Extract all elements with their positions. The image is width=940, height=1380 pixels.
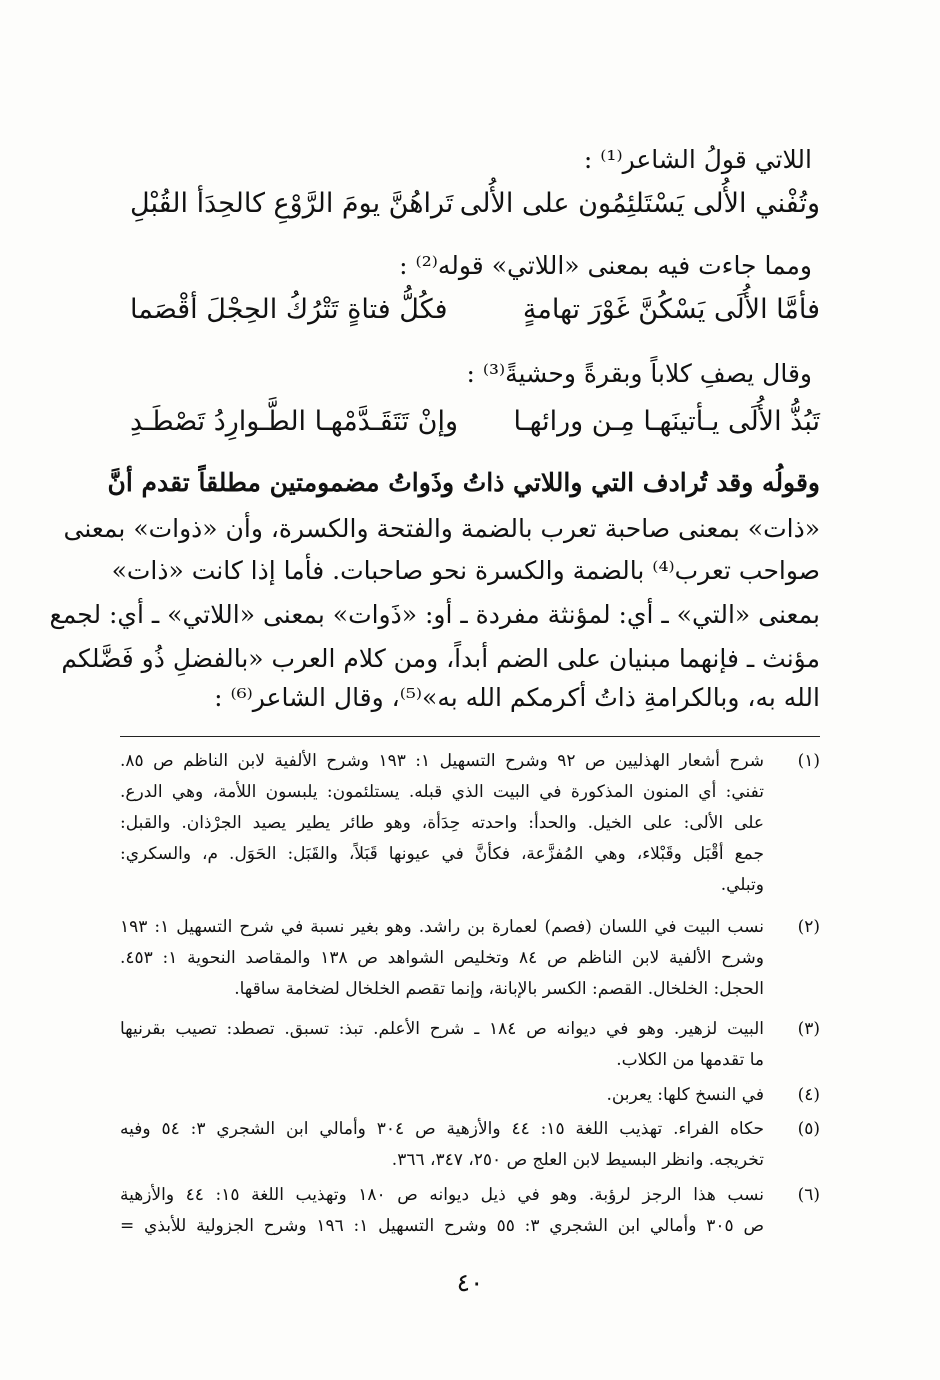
paragraph-line-2: «ذات» بمعنى صاحبة تعرب بالضمة والفتحة والكسرة، وأن «ذوات» بمعنى bbox=[63, 514, 820, 543]
footnote-line: ما تقدمها من الكلاب. bbox=[616, 1050, 764, 1070]
footnote-number: (١) bbox=[797, 751, 820, 771]
footnote-number: (٢) bbox=[797, 917, 820, 937]
footnote-line: الحجل: الخلخال. القصم: الكسر بالإبانة، وإنما تقصم الخلخال لضخامة ساقها. bbox=[234, 979, 764, 999]
footnote-5 bbox=[120, 1114, 820, 1176]
paragraph-line-3: صواحب تعرب⁽⁴⁾ بالضمة والكسرة نحو صاحبات. فأما إذا كانت «ذات» bbox=[111, 556, 820, 585]
footnote-line: حكاه الفراء. تهذيب اللغة ١٥: ٤٤ والأزهية ص ٣٠٤ وأمالي ابن الشجري ٣: ٥٤ وفيه bbox=[120, 1119, 764, 1139]
footnote-number: (٦) bbox=[797, 1185, 820, 1205]
footnote-line: شرح أشعار الهذليين ص ٩٢ وشرح التسهيل ١: ١٩٣ وشرح الألفية لابن الناظم ص ٨٥. bbox=[120, 751, 764, 771]
footnote-line: تفني: أي المنون المذكورة في البيت الذي قبله. يستلئمون: يلبسون اللأمة، وهي الدرع. bbox=[120, 782, 764, 802]
footnote-line: ص ٣٠٥ وأمالي ابن الشجري ٣: ٥٥ وشرح التسهيل ١: ١٩٦ وشرح الجزولية للأبذي = bbox=[120, 1216, 765, 1236]
verse-1-second-hemistich: تَراهُنَّ يومَ الرَّوْعِ كالحِدَأ القُبْلِ bbox=[130, 188, 454, 219]
footnote-line: على الألى: على الخيل. والحدأ: واحدته حِدَأة، وهو طائر يطير يصيد الجرْذان. والقبل: bbox=[120, 813, 764, 833]
verse-1-first-hemistich: وتُفْني الأُلى يَسْتَلئِمُون على الأُلى bbox=[459, 188, 820, 219]
footnote-number: (٣) bbox=[797, 1019, 820, 1039]
footnote-3 bbox=[120, 1014, 820, 1076]
footnote-separator bbox=[120, 736, 820, 737]
verse-3-intro: وقال يصفِ كلاباً وبقرةً وحشيةً⁽³⁾ : bbox=[466, 359, 812, 388]
verse-2-first-hemistich: فأمَّا الأُلَى يَسْكُنَّ غَوْرَ تهامةٍ bbox=[522, 294, 820, 325]
footnote-number: (٤) bbox=[797, 1085, 820, 1105]
verse-3-second-hemistich: وإنْ تَتَقَـدَّمْهـا الطَّـوارِدُ تَصْطَـدِ bbox=[130, 406, 459, 437]
verse-1 bbox=[130, 188, 820, 238]
footnote-line: نسب البيت في اللسان (فصم) لعمارة بن راشد. وهو بغير نسبة في شرح التسهيل ١: ١٩٣ bbox=[120, 917, 764, 937]
verse-2 bbox=[130, 294, 820, 344]
paragraph-line-4: بمعنى «التي» ـ أي: لمؤنثة مفردة ـ أو: «ذَوات» بمعنى «اللاتي» ـ أي: لجمع bbox=[49, 600, 820, 629]
footnote-line: نسب هذا الرجز لرؤبة. وهو في ذيل ديوانه ص ١٨٠ وتهذيب اللغة ١٥: ٤٤ والأزهية bbox=[120, 1185, 764, 1205]
footnote-2 bbox=[120, 912, 820, 1005]
footnote-line: تخريجه. وانظر البسيط لابن العلج ص ٢٥٠، ٣٤٧، ٣٦٦. bbox=[391, 1150, 764, 1170]
footnote-line: وتبلي. bbox=[720, 875, 764, 895]
footnote-1 bbox=[120, 746, 820, 901]
footnote-line: البيت لزهير. وهو في ديوانه ص ١٨٤ ـ شرح الأعلم. تبذ: تسبق. تصطد: تصيب بقرنيها bbox=[120, 1019, 764, 1039]
paragraph-line-1: وقولُه وقد تُرادف التي واللاتي ذاتُ وذَواتُ مضمومتين مطلقاً تقدم أنَّ bbox=[107, 468, 820, 497]
footnote-4 bbox=[120, 1080, 820, 1111]
intro-line: اللاتي قولُ الشاعر⁽¹⁾ : bbox=[583, 145, 812, 174]
paragraph-line-5: مؤنث ـ فإنهما مبنيان على الضم أبداً، ومن كلام العرب «بالفضلِ ذُو فَضَّلكم bbox=[61, 644, 820, 673]
footnote-6 bbox=[120, 1180, 820, 1242]
footnote-line: وشرح الألفية لابن الناظم ص ٨٤ وتخليص الشواهد ص ١٣٨ والمقاصد النحوية ١: ٤٥٣. bbox=[120, 948, 764, 968]
verse-2-intro: ومما جاءت فيه بمعنى «اللاتي» قوله⁽²⁾ : bbox=[399, 251, 812, 280]
page-number: ٤٠ bbox=[456, 1268, 484, 1297]
footnote-line: في النسخ كلها: يعربن. bbox=[606, 1085, 764, 1105]
verse-3-first-hemistich: تَبُذُّ الأُلَى يـأتينَهـا مِـن ورائهـا bbox=[513, 406, 820, 437]
footnote-number: (٥) bbox=[797, 1119, 820, 1139]
footnote-line: جمع أقْبَل وقَبْلاء، وهي المُفزَّعة، فكأنَّ في عيونها قَبَلاً، والقَبَل: الحَوَل. م، والسكري: bbox=[120, 844, 764, 864]
verse-3 bbox=[130, 406, 820, 456]
paragraph-line-6: الله به، وبالكرامةِ ذاتُ أكرمكم الله به»⁽⁵⁾، وقال الشاعر⁽⁶⁾ : bbox=[214, 683, 820, 712]
verse-2-second-hemistich: فكُلُّ فتاةٍ تَتْرُكُ الحِجْلَ أقْصَما bbox=[130, 294, 448, 325]
